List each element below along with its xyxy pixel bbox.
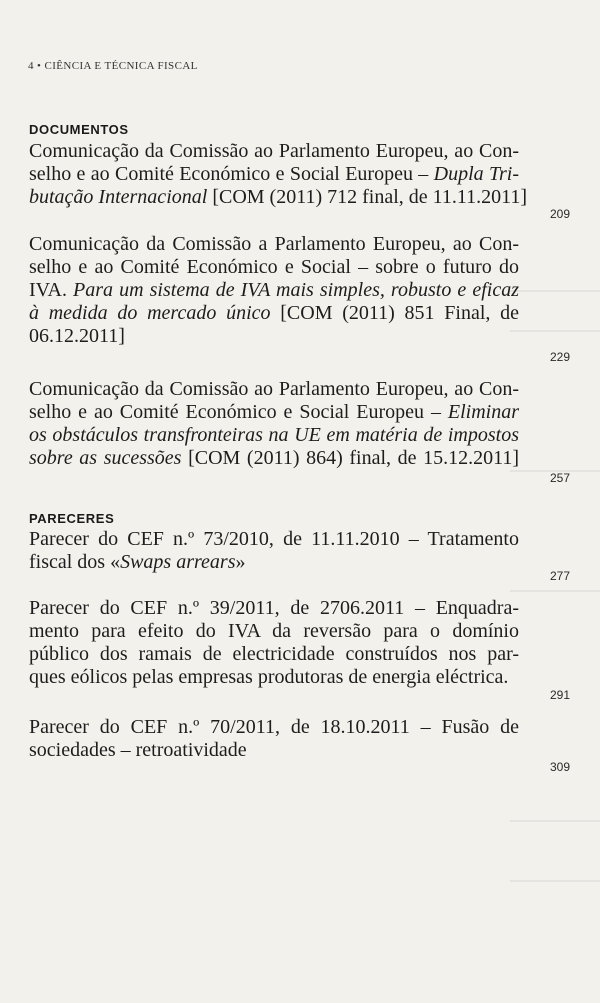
entry-line: sociedades – retroatividade	[29, 739, 247, 761]
page-number: 291	[550, 688, 571, 702]
section-heading-documentos: DOCUMENTOS	[29, 122, 129, 137]
toc-entry	[29, 716, 519, 762]
entry-line: Parecer do CEF n.º 39/2011, de 2706.2011 – Enquadra-	[29, 597, 519, 619]
toc-entry	[29, 233, 519, 348]
entry-line: público dos ramais de electricidade construídos nos par-	[29, 643, 519, 665]
entry-line: selho e ao Comité Económico e Social Europeu – Eliminar	[29, 401, 519, 423]
show-through	[510, 330, 600, 332]
page-number: 257	[550, 471, 571, 485]
show-through	[510, 820, 600, 822]
show-through	[510, 880, 600, 882]
toc-entry	[29, 528, 519, 574]
toc-entry	[29, 378, 519, 470]
toc-entry	[29, 140, 528, 209]
entry-line: selho e ao Comité Económico e Social – sobre o futuro do	[29, 256, 519, 278]
page-number: 209	[550, 207, 571, 221]
entry-line: Comunicação da Comissão ao Parlamento Europeu, ao Con-	[29, 140, 519, 162]
show-through	[510, 290, 600, 292]
entry-line: fiscal dos «Swaps arrears»	[29, 551, 246, 573]
page-number: 229	[550, 350, 571, 364]
entry-line: Parecer do CEF n.º 70/2011, de 18.10.2011 – Fusão de	[29, 716, 519, 738]
page-number: 309	[550, 760, 571, 774]
show-through	[510, 590, 600, 592]
page-number: 277	[550, 569, 571, 583]
entry-line: Parecer do CEF n.º 73/2010, de 11.11.2010 – Tratamento	[29, 528, 519, 550]
entry-line: Comunicação da Comissão a Parlamento Europeu, ao Con-	[29, 233, 519, 255]
entry-line: selho e ao Comité Económico e Social Europeu – Dupla Tri-	[29, 163, 520, 185]
entry-line: sobre as sucessões [COM (2011) 864) final, de 15.12.2011]	[29, 447, 519, 469]
entry-line: Comunicação da Comissão ao Parlamento Europeu, ao Con-	[29, 378, 519, 400]
entry-line: 06.12.2011]	[29, 325, 125, 347]
entry-line: mento para efeito do IVA da reversão para o domínio	[29, 620, 519, 642]
toc-entry	[29, 597, 519, 689]
entry-line: IVA. Para um sistema de IVA mais simples, robusto e eficaz	[29, 279, 519, 301]
running-head: 4 • CIÊNCIA E TÉCNICA FISCAL	[28, 60, 198, 72]
entry-line: butação Internacional [COM (2011) 712 final, de 11.11.2011]	[29, 186, 528, 208]
entry-line: os obstáculos transfronteiras na UE em matéria de impostos	[29, 424, 519, 446]
entry-line: ques eólicos pelas empresas produtoras de energia eléctrica.	[29, 666, 509, 688]
entry-line: à medida do mercado único [COM (2011) 851 Final, de	[29, 302, 519, 324]
section-heading-pareceres: PARECERES	[29, 511, 115, 526]
